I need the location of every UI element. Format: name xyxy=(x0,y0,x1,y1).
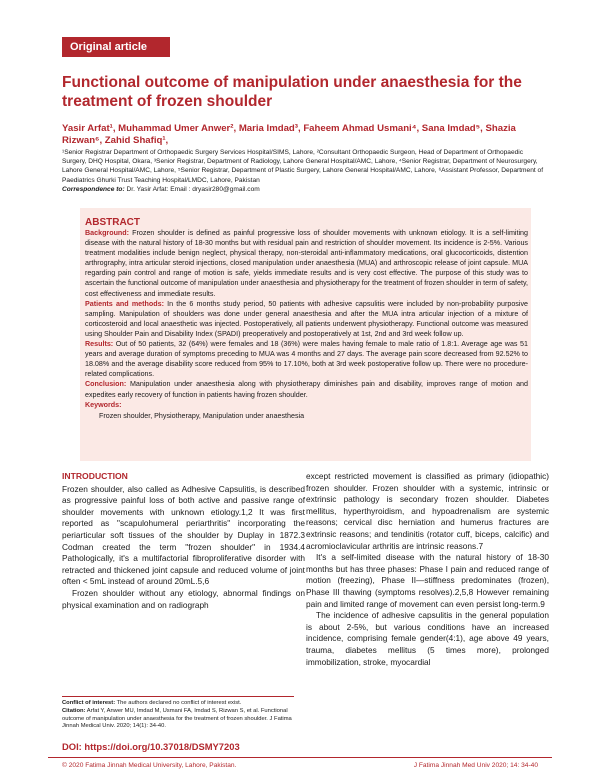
introduction-heading: INTRODUCTION xyxy=(62,471,128,481)
conclusion-label: Conclusion: xyxy=(85,380,127,389)
results-label: Results: xyxy=(85,340,114,349)
abstract-keywords: Frozen shoulder, Physiotherapy, Manipulation under anaesthesia xyxy=(99,411,305,420)
background-label: Background: xyxy=(85,229,130,237)
intro-paragraph-5: The incidence of adhesive capsulitis in the general population is about 2-5%, but various conditions have an increased incidence, comprising female gender(4:1), age above 49 years, trauma, diabetes mellitus (5 times more), prolonged immobilization, stroke, myocardial xyxy=(306,610,549,667)
conflict-text: The authors declared no conflict of interest exist. xyxy=(115,700,242,706)
methods-text: In the 6 months study period, 50 patients with adhesive capsulitis were included by non-probability purposive sampling. Manipulation of shoulders was done under general anaesthesia and after the MUA intra articular injection of a mixture of corticosteroid and local anaesthetic was injected. Postoperatively, all patients underwent physiotherapy. Functional outcome was measured using Shoulder Pain and Disability Index (SPADI) preoperatively and postoperatively at 1st, 2nd and 3rd week follow up. xyxy=(85,299,528,338)
abstract-methods xyxy=(85,299,528,339)
intro-paragraph-3: except restricted movement is classified as primary (idiopathic) frozen shoulder. Frozen shoulder with a systemic, intrinsic or extrinsic pathology is secondary frozen shoulder. Diabetes mellitus, hyperthyroidism, and hypoadrenalism are systemic reasons; cervical disc herniation and humerus fractures are extrinsic reasons; and tendinitis (rotator cuff, biceps, calcific) and acromioclavicular arthritis are intrinsic reasons.7 xyxy=(306,471,549,551)
footer-copyright: © 2020 Fatima Jinnah Medical University, Lahore, Pakistan. xyxy=(62,762,237,769)
affiliations xyxy=(62,148,546,194)
affiliation-text: ¹Senior Registrar Department of Orthopaedic Surgery Services Hospital/SIMS, Lahore, ²Consultant Orthopaedic Surgeon, Head of Department of Orthopaedic Surgery, DHQ Hospital, Okara, ³Senior Registrar, Department of Radiology, Lahore General Hospital/AMC, Lahore, ⁴Senior Registrar, Department of Neurosurgery, Lahore General Hospital/AMC, Lahore, ⁵Senior Registrar, Department of Plastic Surgery, Lahore General Hospital/AMC, Lahore, ⁶Assistant Professor, Department of Paediatrics Ghurki Trust Teaching Hospital/LMDC, Lahore, Pakistan xyxy=(62,149,544,184)
abstract-heading: ABSTRACT xyxy=(85,217,140,228)
results-text: Out of 50 patients, 32 (64%) were females and 18 (36%) were males having female to male ratio of 1.8:1. Average age was 51 years and average duration of symptoms preceding to MUA was 4 months and 27 days. The average pain score decreased from 92.52% to 18.08% and the average disability score reduced from 95% to 17.10%, both at 3rd week postoperative follow up. There were no procedure-related complications. xyxy=(85,340,528,379)
citation-text: Arfat Y, Anwer MU, Imdad M, Usmani FA, Imdad S, Rizwan S, et al. Functional outcome of manipulation under anaesthesia for the treatment of frozen shoulder. J Fatima Jinnah Medical Univ. 2020; 14(1): 34-40. xyxy=(62,707,292,730)
article-title: Functional outcome of manipulation under anaesthesia for the treatment of frozen shoulder xyxy=(62,74,522,110)
conflict-label: Conflict of interest: xyxy=(62,700,116,706)
background-text: Frozen shoulder is defined as painful progressive loss of shoulder movements with unknown etiology. It is a self-limiting disease with the natural history of 18-30 months but with residual pain and restriction of shoulder movement. Its incidence is 2-5%. Various treatment modalities include benign neglect, physical therapy, non-steroidal anti-inflammatory medications, oral glucocorticoids, distention arthrography, intra articular steroid injections, closed manipulation under anaesthesia (MUA) and arthroscopic release of joint capsule. MUA regarding pain control and range of motion is safe, yields immediate results and is very cost effective. The purpose of this study was to ascertain the functional outcome of manipulation under anaesthesia and physiotherapy for the treatment of frozen shoulder in term of safety, cost effectiveness and immediate results. xyxy=(85,229,528,298)
keywords-label: Keywords: xyxy=(85,400,122,409)
abstract-background xyxy=(85,228,528,299)
correspondence-label: Correspondence to: xyxy=(62,185,125,193)
abstract-results xyxy=(85,339,528,379)
conclusion-text: Manipulation under anaesthesia along with physiotherapy diminishes pain and disability, improves range of motion and expedites early recovery of function in patients having frozen shoulder. xyxy=(85,380,528,399)
intro-paragraph-1: Frozen shoulder, also called as Adhesive Capsulitis, is described as progressive painful loss of both active and passive range of shoulder movements with unknown etiology.1,2 It was first reported as "scapulohumeral periarthritis" incorporating the periarticular soft tissues of the shoulder by Duplay in 1872.3 Codman created the term "frozen shoulder" in 1934.4 Pathologically, it's a multifactorial fibroproliferative disorder with retracted and thickened joint capsule and reduced volume of joint often < 5mL instead of around 20mL.5,6 xyxy=(62,483,305,587)
doi-link[interactable]: DOI: https://doi.org/10.37018/DSMY7203 xyxy=(62,741,240,752)
article-type-badge: Original article xyxy=(62,37,170,57)
author-list: Yasir Arfat¹, Muhammad Umer Anwer², Maria Imdad³, Faheem Ahmad Usmani⁴, Sana Imdad⁵, Shazia Rizwan⁶, Zahid Shafiq¹, xyxy=(62,123,516,146)
footer-divider xyxy=(48,757,552,758)
body-column-right xyxy=(306,471,549,668)
footer-journal-ref: J Fatima Jinnah Med Univ 2020; 14: 34-40 xyxy=(413,762,538,769)
correspondence-text: Dr. Yasir Arfat: Email : dryasir280@gmail.com xyxy=(124,185,260,193)
abstract-conclusion xyxy=(85,379,528,399)
intro-paragraph-2: Frozen shoulder without any etiology, abnormal findings on physical examination and on radiograph xyxy=(62,587,305,610)
conflict-citation-box xyxy=(62,696,294,731)
abstract-body xyxy=(85,228,528,421)
methods-label: Patients and methods: xyxy=(85,299,164,308)
citation-label: Citation: xyxy=(62,707,86,714)
intro-paragraph-4: It's a self-limited disease with the natural history of 18-30 months but has three phases: Phase I pain and reduced range of motion (freezing), Phase II—stiffness predominates (frozen), Phase III thawing (symptoms resolves).2,5,8 However remaining pain and limited range of movement can even persist long-term.9 xyxy=(306,552,549,609)
abstract-keywords-label xyxy=(85,400,528,410)
body-column-left xyxy=(62,471,305,611)
